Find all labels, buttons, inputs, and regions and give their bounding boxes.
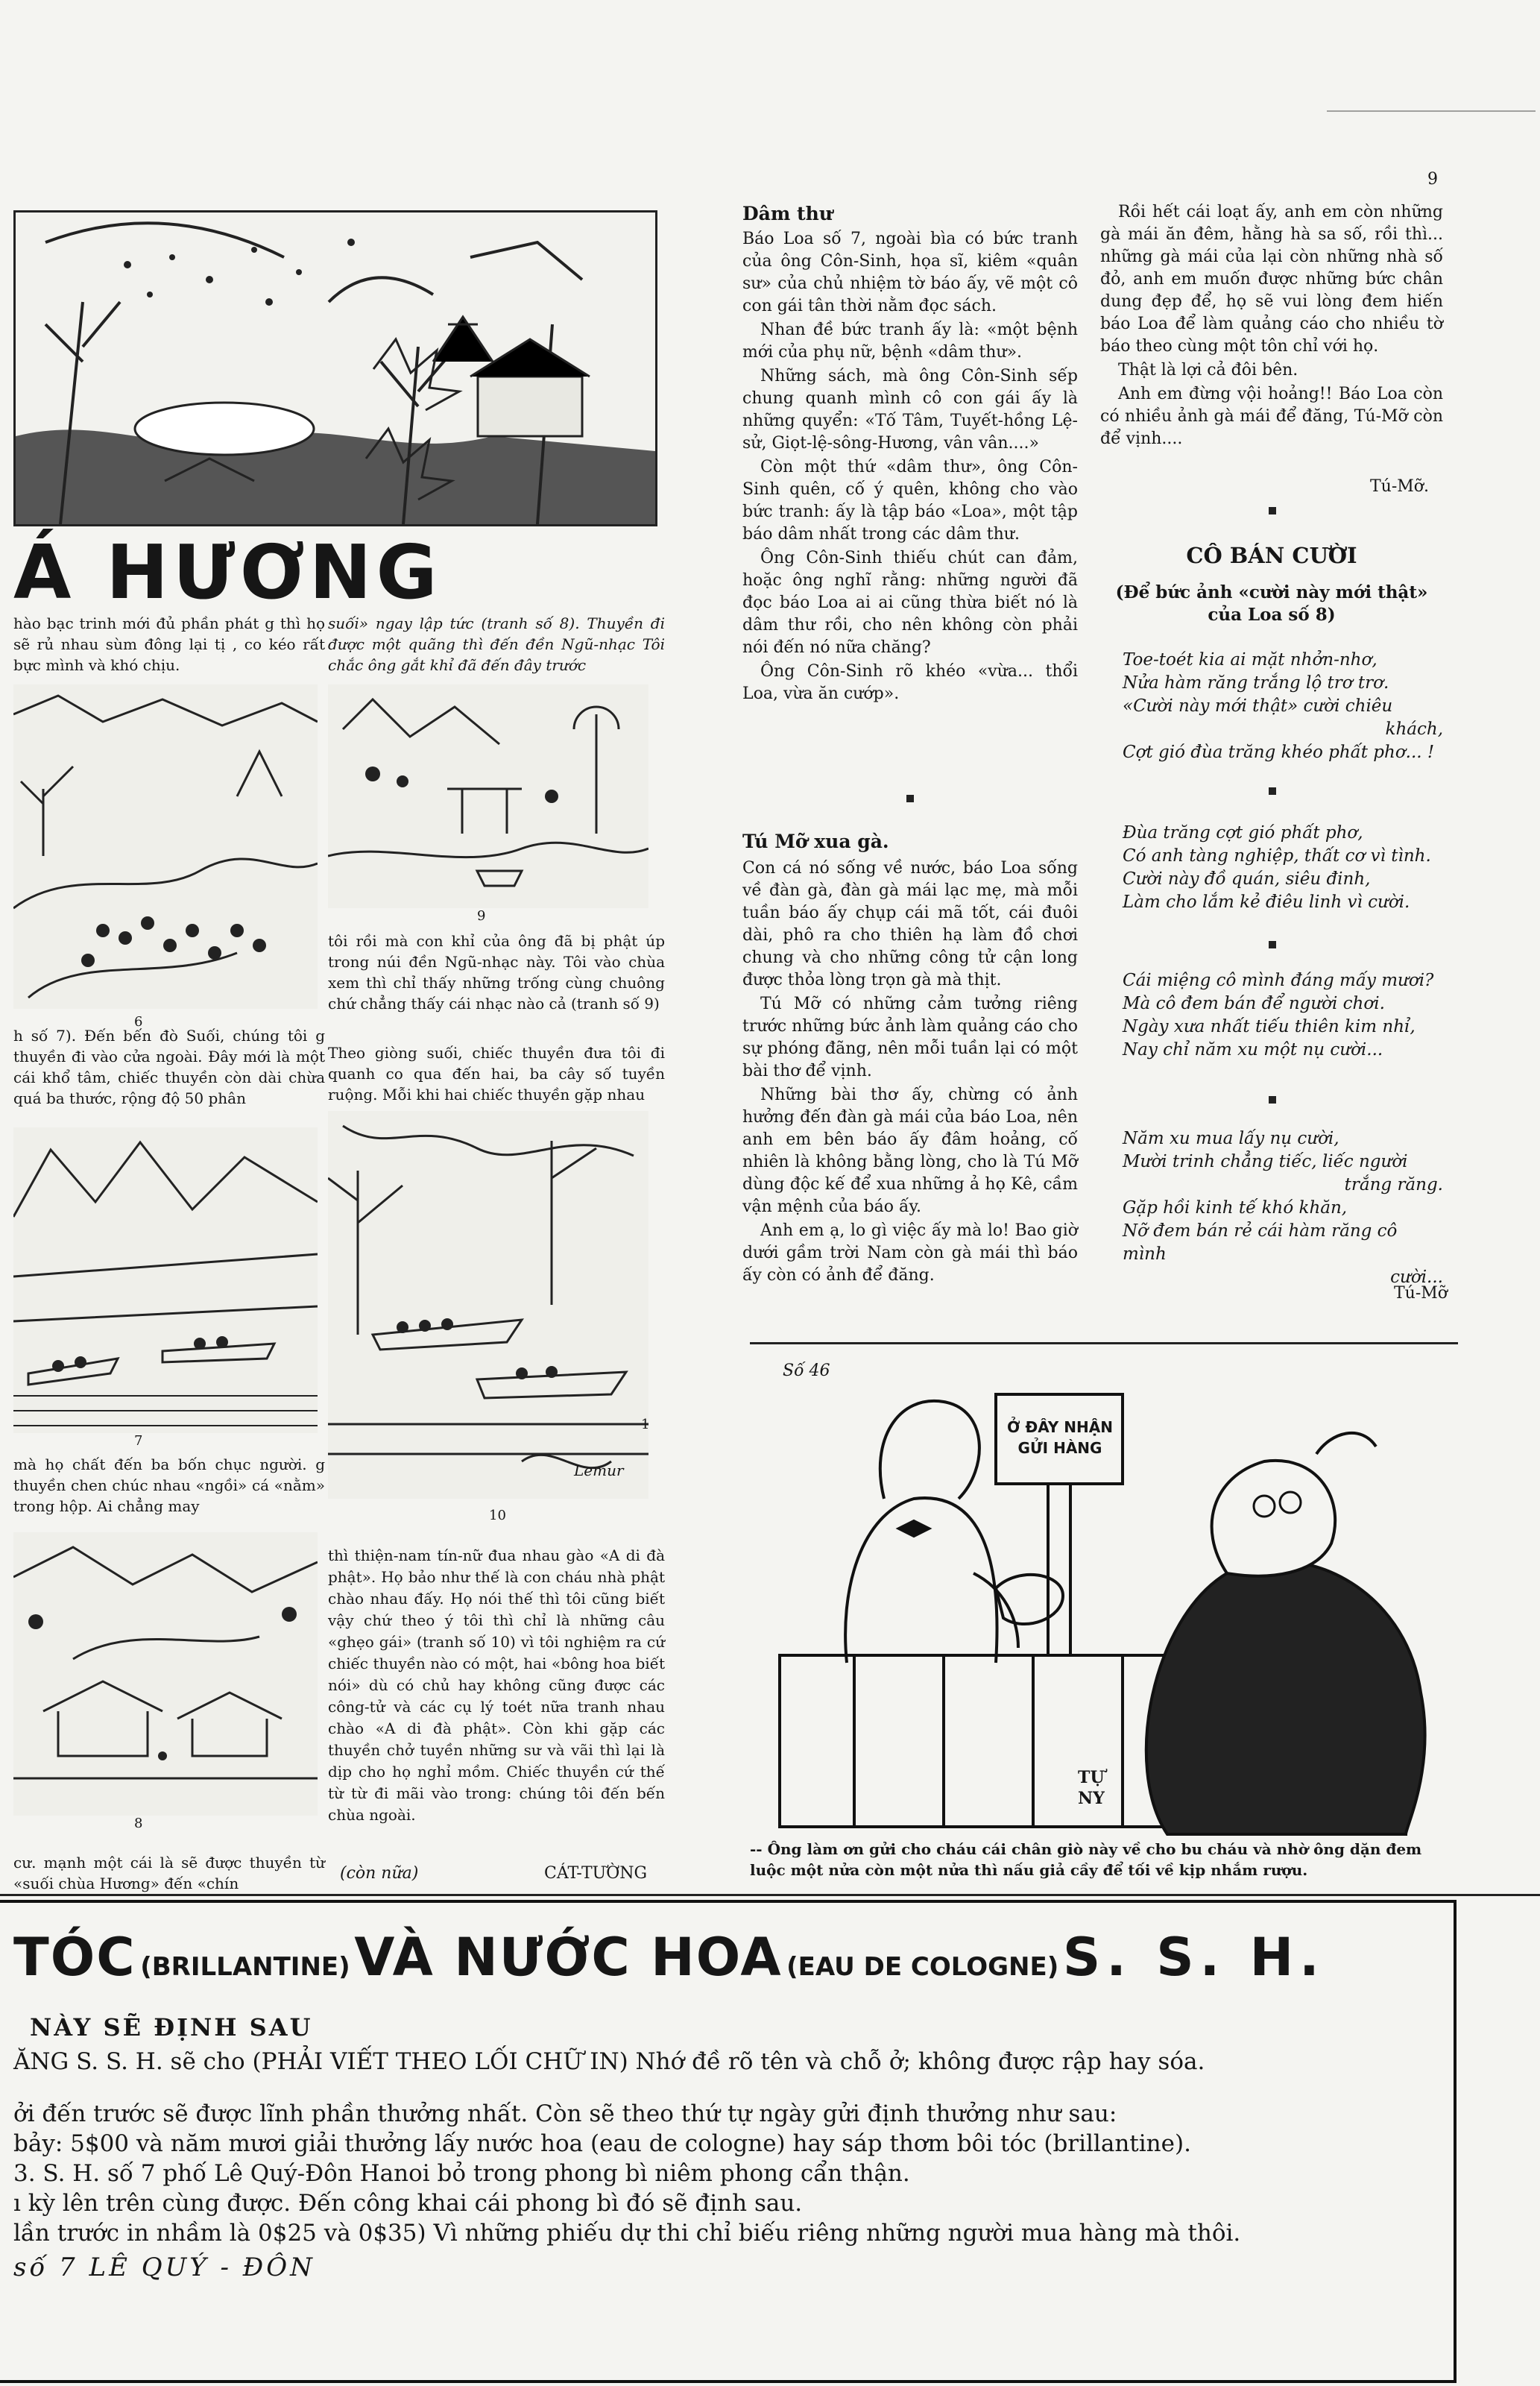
story-title: Á HƯƠNG bbox=[13, 529, 442, 616]
dam-thu-para: Ông Côn-Sinh thiếu chút can đảm, hoặc ông nghĩ rằng: những người đã đọc báo Loa ai ai cũng thừa biết nó là dâm thư rồi, cho nên không còn phải nói đến nó nữa chăng? bbox=[742, 549, 1078, 657]
ad-headline-small-1: (BRILLANTINE) bbox=[140, 1952, 350, 1982]
loa-para: Thật là lợi cả đôi bên. bbox=[1118, 361, 1298, 380]
ad-line: ởi đến trước sẽ được lĩnh phần thưởng nhất. Còn sẽ theo thứ tự ngày gửi định thưởng như sau: bbox=[13, 2100, 1117, 2127]
dam-thu-para: Nhan đề bức tranh ấy là: «một bệnh mới của phụ nữ, bệnh «dâm thư». bbox=[742, 321, 1078, 362]
poem-line: Toe-toét kia ai mặt nhởn-nhơ, bbox=[1123, 650, 1378, 670]
poem-line: Gặp hồi kinh tế khó khăn, bbox=[1123, 1198, 1348, 1218]
illustration-7 bbox=[13, 1127, 318, 1433]
poem-line: «Cười này mới thật» cười chiêu bbox=[1123, 696, 1393, 716]
caption-6: 6 bbox=[134, 1014, 143, 1030]
dam-thu-para: Còn một thứ «dâm thư», ông Côn-Sinh quên, cố ý quên, không cho vào bức tranh: ấy là tập báo «Loa», một tập báo dâm nhất trong các dâm thư. bbox=[742, 458, 1078, 544]
signature-1: Tú-Mỡ. bbox=[1370, 477, 1430, 496]
story-col-b3: thì thiện-nam tín-nữ đua nhau gào «A di đà phật». Họ bảo như thế là con cháu nhà phật chào nhau đấy. Họ nói thế thì tôi cũng biết vậy chứ theo ý tôi thì chỉ là những câu «ghẹo gái» (tranh số 10) vì tôi nghiệm ra cứ chiếc thuyền nào có một, hai «bông hoa biết nói» dù có chủ hay không cũng được các công-tử và các cụ lý toét nữa tranh nhau chào «A di đà phật». Còn khi gặp các thuyền chở tuyền những sư và vãi thì lại là dịp cho họ nghỉ mồm. Chiếc thuyền cứ thế từ từ đi mãi vào trong: chúng tôi đến bến chùa ngoài. bbox=[328, 1546, 665, 1824]
poem-line: Năm xu mua lấy nụ cười, bbox=[1123, 1129, 1339, 1148]
tu-mo-para: Tú Mỡ có những cảm tưởng riêng trước những bức ảnh làm quảng cáo cho sự phóng đãng, nên mỗi tuần lại có một bài thơ để vịnh. bbox=[742, 995, 1078, 1080]
caption-1: 1 bbox=[641, 1417, 650, 1432]
poem-line: trắng răng. bbox=[1344, 1175, 1443, 1194]
loa-para: Rồi hết cái loạt ấy, anh em còn những gà mái ăn đêm, hằng hà sa số, rồi thì... những gà mái của lại còn những nhà số đỏ, anh em muốn được những bức chân dung đẹp để, họ sẽ vui lòng đem hiến báo Loa để làm quảng cáo cho nhiều tờ báo theo cùng một tôn chỉ với họ. bbox=[1100, 203, 1443, 356]
ad-line: bảy: 5$00 và năm mươi giải thưởng lấy nước hoa (eau de cologne) hay sáp thơm bôi tóc (brillantine). bbox=[13, 2130, 1191, 2157]
tu-mo-heading: Tú Mỡ xua gà. bbox=[742, 831, 889, 852]
ad-subheading: NÀY SẼ ĐỊNH SAU bbox=[30, 2013, 313, 2042]
ad-line: 3. S. H. số 7 phố Lê Quý-Đôn Hanoi bỏ trong phong bì niêm phong cẩn thận. bbox=[13, 2160, 910, 2187]
poem-stanza-2 bbox=[1123, 822, 1443, 914]
ad-line: lần trước in nhầm là 0$25 và 0$35) Vì những phiếu dự thi chỉ biếu riêng những người mua hàng mà thôi. bbox=[13, 2220, 1241, 2247]
ad-address: số 7 LÊ QUÝ - ĐÔN bbox=[13, 2253, 315, 2282]
dam-thu-para: Ông Côn-Sinh rõ khéo «vừa... thổi Loa, vừa ăn cướp». bbox=[742, 662, 1078, 703]
cartoon-illustration bbox=[750, 1350, 1458, 1842]
ad-headline-1: TÓC bbox=[13, 1927, 136, 1988]
tu-mo-para: Anh em ạ, lo gì việc ấy mà lo! Bao giờ dưới gầm trời Nam còn gà mái thì báo ấy còn có ảnh để đăng. bbox=[742, 1221, 1078, 1285]
dam-thu-heading: Dâm thư bbox=[742, 203, 833, 224]
poem-line: khách, bbox=[1385, 720, 1443, 739]
story-col-a2: mà họ chất đến ba bốn chục người. g thuyền chen chúc nhau «ngồi» cá «nằm» trong hộp. Ai chẳng may bbox=[13, 1455, 325, 1515]
title-illustration bbox=[13, 210, 657, 526]
poem-line: cười... bbox=[1390, 1268, 1443, 1287]
top-edge-mark bbox=[1327, 110, 1536, 112]
story-col-b1: tôi rồi mà con khỉ của ông đã bị phật úp trong núi đền Ngũ-nhạc này. Tôi vào chùa xem thì chỉ thấy những trống cùng chuông chứ chẳng thấy cái nhạc nào cả (tranh số 9) bbox=[328, 932, 665, 1013]
poem-title: CÔ BÁN CƯỜI bbox=[1186, 543, 1357, 568]
poem-stanza-1 bbox=[1123, 649, 1443, 764]
cartoon-artist: TỰ NY bbox=[1078, 1768, 1105, 1808]
section-separator bbox=[906, 795, 914, 802]
dam-thu-article bbox=[742, 228, 1078, 707]
poem-line: Ngày xưa nhất tiếu thiên kim nhỉ, bbox=[1123, 1017, 1416, 1036]
cartoon-number: Số 46 bbox=[783, 1362, 830, 1380]
ad-headline-small-2: (EAU DE COLOGNE) bbox=[786, 1952, 1059, 1982]
page-number: 9 bbox=[1427, 170, 1438, 189]
loa-para: Anh em đừng vội hoảng!! Báo Loa còn có nhiều ảnh gà mái để đăng, Tú-Mỡ còn để vịnh.... bbox=[1100, 385, 1443, 448]
story-col-a3: cư. mạnh một cái là sẽ được thuyền từ «suối chùa Hương» đến «chín bbox=[13, 1854, 325, 1892]
section-separator bbox=[1269, 507, 1276, 514]
story-col-a1: h số 7). Đến bến đò Suối, chúng tôi g thuyền đi vào cửa ngoài. Đây mới là một cái khổ tâm, chiếc thuyền còn dài chừa quá ba thước, rộng độ 50 phân bbox=[13, 1027, 325, 1107]
poem-line: Mười trinh chẳng tiếc, liếc người bbox=[1123, 1152, 1408, 1171]
caption-8: 8 bbox=[134, 1816, 143, 1831]
signature-2: Tú-Mỡ bbox=[1394, 1284, 1448, 1303]
cartoon-top-rule bbox=[750, 1342, 1458, 1344]
poem-line: Nỡ đem bán rẻ cái hàm răng cô mình bbox=[1123, 1221, 1398, 1264]
to-be-continued: (còn nữa) bbox=[340, 1864, 419, 1883]
story-intro-right: suối» ngay lập tức (tranh số 8). Thuyền đi được một quãng thì đến đền Ngũ-nhạc Tôi chắc ông gắt khỉ đã đến đây trước bbox=[328, 614, 665, 674]
illustration-8 bbox=[13, 1532, 318, 1816]
ad-headline-2: VÀ NƯỚC HOA bbox=[354, 1927, 783, 1988]
poem-line: Nửa hàm răng trắng lộ trơ trơ. bbox=[1123, 673, 1389, 693]
ad-headline-3: S. S. H. bbox=[1062, 1927, 1325, 1988]
dam-thu-para: Những sách, mà ông Côn-Sinh sếp chung quanh mình cô con gái ấy là những quyển: «Tố Tâm, Tuyết-hồng Lệ-sử, Giọt-lệ-sông-Hương, vân vân....» bbox=[742, 367, 1078, 453]
poem-line: Cợt gió đùa trăng khéo phất phơ... ! bbox=[1123, 743, 1435, 762]
poem-line: Làm cho lắm kẻ điêu linh vì cười. bbox=[1123, 893, 1410, 912]
ad-headline bbox=[13, 1927, 1325, 1988]
cartoon-sign-text: Ở ĐÂY NHẬN GỬI HÀNG bbox=[1007, 1418, 1113, 1457]
story-intro-left: hào bạc trinh mới đủ phần phát g thì họ sẽ rủ nhau sùm đông lại tị , co kéo rất bực mình và khó chịu. bbox=[13, 614, 325, 674]
illustration-6 bbox=[13, 684, 318, 1009]
poem-line: Cười này đồ quán, siêu đinh, bbox=[1123, 869, 1371, 889]
poem-line: Cái miệng cô mình đáng mấy mươi? bbox=[1123, 971, 1434, 990]
artist-signature: Lemur bbox=[574, 1461, 624, 1479]
poem-subtitle: (Để bức ảnh «cười này mới thật» của Loa số 8) bbox=[1115, 582, 1428, 625]
illustration-9 bbox=[328, 684, 648, 908]
section-separator bbox=[1269, 941, 1276, 948]
section-separator bbox=[1269, 787, 1276, 795]
poem-stanza-3 bbox=[1123, 969, 1443, 1062]
ad-line: ĂNG S. S. H. sẽ cho (PHẢI VIẾT THEO LỐI CHỮ IN) Nhớ đề rõ tên và chỗ ở; không được rập hay sóa. bbox=[13, 2048, 1205, 2075]
poem-line: Nay chỉ năm xu một nụ cười... bbox=[1123, 1040, 1383, 1060]
ad-body bbox=[13, 2047, 1240, 2282]
poem-stanza-4 bbox=[1123, 1127, 1443, 1289]
tu-mo-article bbox=[742, 857, 1078, 1288]
poem-line: Đùa trăng cợt gió phất phơ, bbox=[1123, 823, 1363, 843]
poem-line: Có anh tàng nghiệp, thất cơ vì tình. bbox=[1123, 846, 1431, 866]
illustration-10 bbox=[328, 1111, 648, 1499]
tu-mo-para: Con cá nó sống về nước, báo Loa sống về đàn gà, đàn gà mái lạc mẹ, mà mỗi tuần báo ấy chụp cái mã tốt, cái đuôi dài, phô ra cho thiên hạ làm đồ chơi chung và cho những công tử cận long được thỏa lòng trọn gà mà thịt. bbox=[742, 859, 1078, 989]
cartoon-caption: -- Ông làm ơn gửi cho cháu cái chân giò này về cho bu cháu và nhờ ông dặn đem luộc một nửa còn một nửa thì nấu giả cầy để tối về kịp nhắm rượu. bbox=[750, 1840, 1422, 1879]
poem-line: Mà cô đem bán để người chơi. bbox=[1123, 994, 1385, 1013]
loa-article-end bbox=[1100, 201, 1443, 452]
ad-top-rule bbox=[0, 1894, 1540, 1896]
story-col-b2: Theo giòng suối, chiếc thuyền đưa tôi đi quanh co qua đến hai, ba cây số tuyền ruộng. Mỗi khi hai chiếc thuyền gặp nhau bbox=[328, 1044, 665, 1104]
ad-line: ı kỳ lên trên cùng được. Đến công khai cái phong bì đó sẽ định sau. bbox=[13, 2190, 803, 2217]
caption-7: 7 bbox=[134, 1433, 143, 1449]
tu-mo-para: Những bài thơ ấy, chừng có ảnh hưởng đến đàn gà mái của báo Loa, nên anh em bên báo ấy đâm hoảng, cố nhiên là không bằng lòng, cho là Tú Mỡ dùng độc kế để xua những ả họ Kê, cầm vận mệnh của báo ấy. bbox=[742, 1086, 1078, 1216]
story-author: CÁT-TƯỜNG bbox=[544, 1864, 648, 1883]
section-separator bbox=[1269, 1096, 1276, 1104]
dam-thu-para: Báo Loa số 7, ngoài bìa có bức tranh của ông Côn-Sinh, họa sĩ, kiêm «quân sư» của chủ nhiệm tờ báo ấy, vẽ một cô con gái tân thời nằm đọc sách. bbox=[742, 230, 1078, 315]
caption-9: 9 bbox=[477, 908, 486, 924]
caption-10: 10 bbox=[489, 1508, 506, 1523]
